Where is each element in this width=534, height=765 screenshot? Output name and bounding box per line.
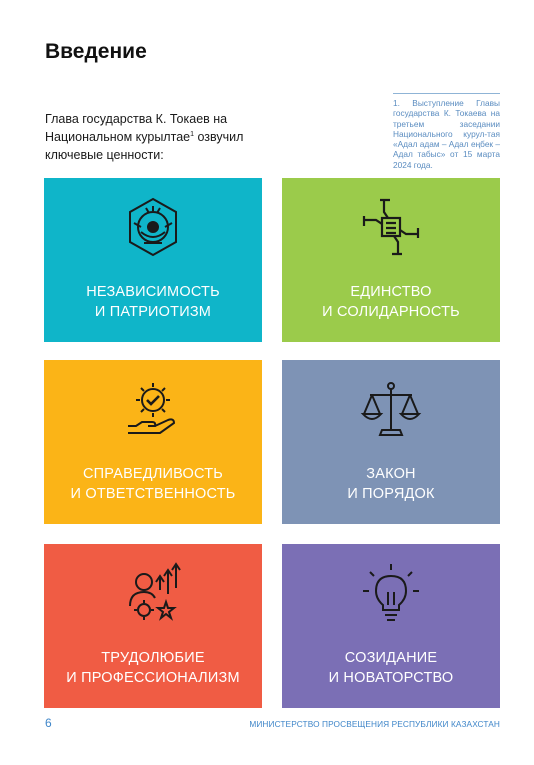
page-number: 6 [45,716,52,730]
emblem-icon [122,196,184,258]
card-label: ЕДИНСТВО И СОЛИДАРНОСТЬ [322,284,460,320]
lightbulb-icon [360,562,422,624]
card-label: НЕЗАВИСИМОСТЬ И ПАТРИОТИЗМ [86,284,220,320]
intro-paragraph [45,110,285,164]
card-label: ТРУДОЛЮБИЕ И ПРОФЕССИОНАЛИЗМ [66,650,240,686]
page-title: Введение [45,40,147,63]
footnote-ref[interactable]: 1 [190,130,194,138]
card-label: ЗАКОН И ПОРЯДОК [347,466,435,502]
intro-text-end: озвучил ключевые ценности: [45,130,244,162]
value-card-justice [44,360,262,524]
joined-hands-icon [360,196,422,258]
footer-organization: МИНИСТЕРСТВО ПРОСВЕЩЕНИЯ РЕСПУБЛИКИ КАЗАХСТАН [249,719,500,729]
value-card-creation [282,544,500,708]
gear-hand-icon [122,378,184,440]
value-card-law [282,360,500,524]
scales-icon [360,378,422,440]
card-label: СОЗИДАНИЕ И НОВАТОРСТВО [328,650,454,686]
card-label: СПРАВЕДЛИВОСТЬ И ОТВЕТСТВЕННОСТЬ [70,466,236,502]
worker-growth-icon [122,562,184,624]
value-card-unity [282,178,500,342]
footnote: 1. Выступление Главы государства К. Токаева на третьем заседании Национального курул-тая «Адал адам – Адал еңбек – Адал табыс» от 15 марта 2024 года. [393,93,500,170]
value-card-diligence [44,544,262,708]
value-card-independence [44,178,262,342]
intro-text: Глава государства К. Токаев на Национальном курылтае [45,112,228,144]
